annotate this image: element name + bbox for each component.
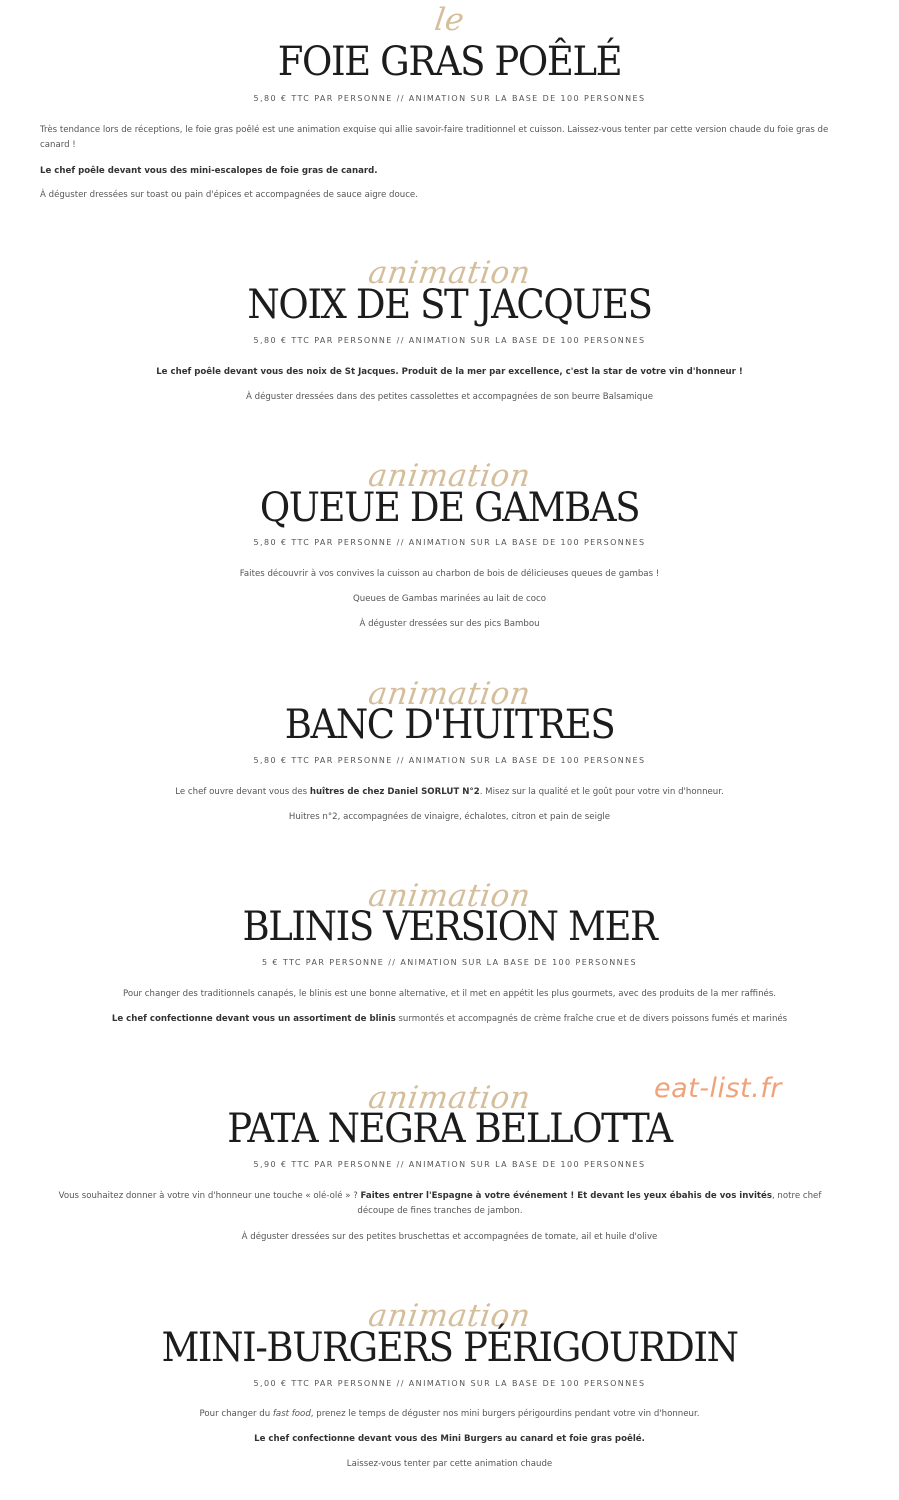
description-paragraph: Pour changer des traditionnels canapés, le blinis est une bonne alternative, et il met en appétit les plus gourmets, avec des produits de la mer raffinés. [122,989,777,999]
description-paragraph: À déguster dressées sur des pics Bambou [359,619,540,629]
text-run: Le chef ouvre devant vous des [175,787,310,797]
description-paragraph: À déguster dressées sur des petites bruschettas et accompagnées de tomate, ail et huile d'olive [241,1232,658,1242]
text-run: , prenez le temps de déguster nos mini burgers périgourdins pendant votre vin d'honneur. [310,1409,700,1419]
description-paragraph: Huitres n°2, accompagnées de vinaigre, échalotes, citron et pain de seigle [288,812,611,822]
text-run: Vous souhaitez donner à votre vin d'honneur une touche « olé-olé » ? [58,1191,361,1201]
description-paragraph [40,1012,859,1027]
description-paragraph: Faites découvrir à vos convives la cuisson au charbon de bois de délicieuses queues de gambas ! [239,569,660,579]
price-line: 5,00 € TTC PAR PERSONNE // ANIMATION SUR LA BASE DE 100 PERSONNES [253,1379,646,1388]
description-paragraph: À déguster dressées dans des petites cassolettes et accompagnées de son beurre Balsamique [246,392,653,402]
section-script-label: le [432,2,467,38]
watermark: eat-list.fr [654,1073,782,1104]
text-run-bold: huîtres de chez Daniel SORLUT N°2 [309,787,480,797]
price-line: 5,80 € TTC PAR PERSONNE // ANIMATION SUR LA BASE DE 100 PERSONNES [253,756,646,765]
description-paragraph [40,1407,859,1422]
text-run: surmontés et accompagnés de crème fraîche crue et de divers poissons fumés et marinés [395,1014,788,1024]
section-title: BANC D'HUITRES [284,701,615,748]
description-paragraph: Queues de Gambas marinées au lait de coco [353,594,546,604]
price-line: 5,80 € TTC PAR PERSONNE // ANIMATION SUR LA BASE DE 100 PERSONNES [253,94,646,103]
price-line: 5 € TTC PAR PERSONNE // ANIMATION SUR LA BASE DE 100 PERSONNES [261,958,637,967]
section-title: BLINIS VERSION MER [242,903,657,950]
description-paragraph [40,1189,840,1219]
text-run-italic: fast food [272,1409,311,1419]
description-bold: Le chef poêle devant vous des noix de St Jacques. Produit de la mer par excellence, c'est la star de votre vin d'honneur ! [156,367,743,377]
section-title: MINI-BURGERS PÉRIGOURDIN [161,1324,738,1371]
description-paragraph: À déguster dressées sur toast ou pain d'épices et accompagnées de sauce aigre douce. [40,190,418,200]
price-line: 5,80 € TTC PAR PERSONNE // ANIMATION SUR LA BASE DE 100 PERSONNES [253,336,646,345]
section-script-label: animation [366,1298,533,1334]
section-title: QUEUE DE GAMBAS [259,484,640,531]
text-run: , notre chef découpe de fines tranches de jambon. [357,1191,822,1216]
price-line: 5,80 € TTC PAR PERSONNE // ANIMATION SUR LA BASE DE 100 PERSONNES [253,538,646,547]
description-bold: Le chef confectionne devant vous des Mini Burgers au canard et foie gras poêlé. [254,1434,645,1444]
section-script-label: animation [366,255,533,291]
description-bold: Le chef poêle devant vous des mini-escalopes de foie gras de canard. [40,166,378,176]
text-run-bold: Le chef confectionne devant vous un assortiment de blinis [111,1014,396,1024]
section-title: FOIE GRAS POÊLÉ [277,38,622,85]
section-script-label: animation [366,1080,533,1116]
description-paragraph [40,785,859,800]
description-paragraph: Laissez-vous tenter par cette animation chaude [346,1459,553,1469]
price-line: 5,90 € TTC PAR PERSONNE // ANIMATION SUR LA BASE DE 100 PERSONNES [253,1160,646,1169]
section-title: PATA NEGRA BELLOTTA [227,1105,672,1152]
section-script-label: animation [366,676,533,712]
section-title: NOIX DE ST JACQUES [247,281,652,328]
text-run: . Misez sur la qualité et le goût pour votre vin d'honneur. [479,787,724,797]
text-run-bold: Faites entrer l'Espagne à votre événement ! Et devant les yeux ébahis de vos invités [360,1191,772,1201]
description-paragraph: Très tendance lors de réceptions, le foie gras poêlé est une animation exquise qui allie savoir-faire traditionnel et cuisson. Laissez-vous tenter par cette version chaude du foie gras de canard ! [40,125,829,150]
section-script-label: animation [366,458,533,494]
text-run: Pour changer du [199,1409,273,1419]
section-script-label: animation [366,878,533,914]
